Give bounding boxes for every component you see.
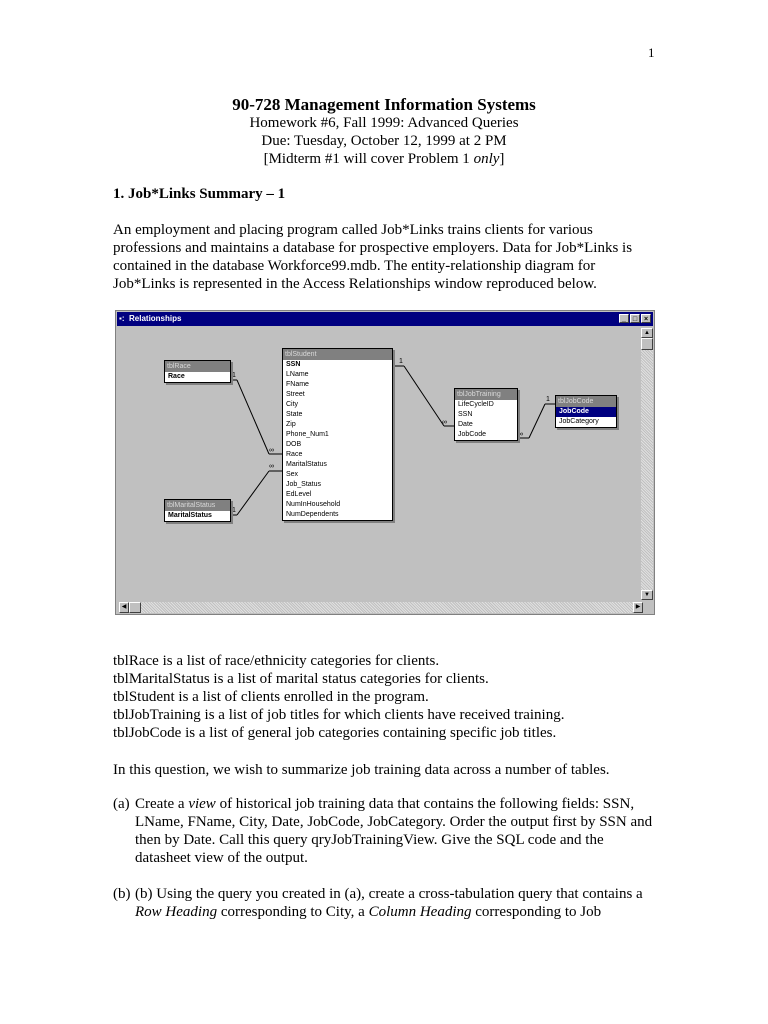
scroll-right-button[interactable]: ▶ [633, 602, 643, 613]
field-edlevel[interactable]: EdLevel [286, 491, 312, 498]
card-one-ssn: 1 [399, 358, 403, 365]
scroll-thumb-vertical[interactable] [641, 338, 653, 350]
question-intro: In this question, we wish to summarize job training data across a number of tables. [113, 762, 610, 778]
card-one-jobcode: 1 [546, 396, 550, 403]
field-dob[interactable]: DOB [286, 441, 302, 448]
rel-line-ssn [404, 366, 444, 426]
scroll-up-button[interactable]: ▲ [641, 328, 653, 338]
field-phone[interactable]: Phone_Num1 [286, 431, 329, 438]
rel-line-jobcode [529, 404, 545, 438]
description-line: tblRace is a list of race/ethnicity categories for clients. [113, 653, 440, 669]
midterm-note: [Midterm #1 will cover Problem 1 only] [263, 151, 505, 167]
table-tblmaritalstatus[interactable] [164, 499, 231, 522]
window-titlebar[interactable] [117, 312, 653, 326]
minimize-button[interactable]: _ [619, 314, 629, 323]
table-title[interactable]: tblJobCode [556, 396, 616, 407]
field-state[interactable]: State [286, 411, 303, 418]
table-tblstudent[interactable] [282, 348, 393, 521]
field-ssn[interactable]: SSN [286, 361, 301, 368]
card-many-marital: ∞ [269, 463, 274, 470]
horizontal-scrollbar[interactable] [119, 602, 643, 613]
maximize-button[interactable]: □ [630, 314, 640, 323]
window-title: Relationships [129, 314, 182, 323]
table-title[interactable]: tblStudent [283, 349, 392, 360]
field-maritalstatus[interactable]: MaritalStatus [286, 461, 327, 468]
field-fname[interactable]: FName [286, 381, 309, 388]
item-text: Create a view of historical job training data that contains the following fields: SSN, LName, FName, City, Date, JobCode, JobCategory. Order the output first by SSN and then by Date. Call this query qryJobTrainingView. Give the SQL code and the datasheet view of the output. [135, 796, 653, 866]
field-race[interactable]: Race [168, 373, 185, 380]
intro-paragraph: An employment and placing program called Job*Links trains clients for various professions and maintains a database for prospective employers. Data for Job*Links is contained in the database Workforce99.mdb. The entity-relationship diagram for Job*Links is represented in the Access Relationships window reproduced below. [113, 222, 633, 292]
field-date[interactable]: Date [458, 421, 473, 428]
field-jobcategory[interactable]: JobCategory [559, 418, 599, 425]
field-jobcode[interactable]: JobCode [458, 431, 487, 438]
table-tbljobcode[interactable] [555, 395, 617, 428]
card-one-race: 1 [232, 372, 236, 379]
field-sex[interactable]: Sex [286, 471, 299, 478]
card-many-race: ∞ [269, 447, 274, 454]
document-title: 90-728 Management Information Systems [232, 95, 536, 114]
item-a [113, 795, 663, 867]
item-text: (b) Using the query you created in (a), create a cross-tabulation query that contains a Row Heading corresponding to City, a Column Heading corresponding to Job [135, 886, 643, 920]
vertical-scrollbar[interactable] [641, 328, 653, 600]
scroll-down-button[interactable]: ▼ [641, 590, 653, 600]
field-numdependents[interactable]: NumDependents [286, 511, 339, 518]
field-jobcode[interactable]: JobCode [556, 407, 616, 417]
description-line: tblMaritalStatus is a list of marital status categories for clients. [113, 671, 489, 687]
table-title[interactable]: tblRace [165, 361, 230, 372]
close-button[interactable]: × [641, 314, 651, 323]
table-tblrace[interactable] [164, 360, 231, 383]
card-one-marital: 1 [232, 507, 236, 514]
description-line: tblStudent is a list of clients enrolled in the program. [113, 689, 429, 705]
table-title[interactable]: tblMaritalStatus [165, 500, 230, 511]
item-b [113, 885, 663, 921]
table-title[interactable]: tblJobTraining [455, 389, 517, 400]
table-tbljobtraining[interactable] [454, 388, 518, 441]
scroll-thumb-horizontal[interactable] [129, 602, 141, 613]
field-maritalstatus[interactable]: MaritalStatus [168, 512, 212, 519]
card-many-jobcode: ∞ [518, 431, 523, 438]
relationships-canvas [119, 328, 639, 598]
field-job-status[interactable]: Job_Status [286, 481, 322, 488]
description-line: tblJobTraining is a list of job titles for which clients have received training. [113, 707, 565, 723]
field-ssn[interactable]: SSN [458, 411, 473, 418]
field-city[interactable]: City [286, 401, 299, 408]
field-numinhousehold[interactable]: NumInHousehold [286, 501, 341, 508]
field-lname[interactable]: LName [286, 371, 309, 378]
item-label: (b) [113, 886, 131, 902]
field-race[interactable]: Race [286, 451, 303, 458]
rel-line-marital [237, 471, 269, 515]
rel-line-race [237, 380, 269, 454]
field-lifecycleid[interactable]: LifeCycleID [458, 401, 494, 408]
table-descriptions [113, 652, 661, 742]
item-label: (a) [113, 796, 130, 812]
section-heading: 1. Job*Links Summary – 1 [113, 186, 286, 202]
card-many-ssn: ∞ [442, 419, 447, 426]
homework-subtitle: Homework #6, Fall 1999: Advanced Queries [249, 115, 519, 131]
due-date: Due: Tuesday, October 12, 1999 at 2 PM [261, 133, 507, 149]
page-number: 1 [648, 45, 655, 60]
relationships-window [115, 310, 655, 615]
field-street[interactable]: Street [286, 391, 305, 398]
field-zip[interactable]: Zip [286, 421, 296, 428]
scroll-left-button[interactable]: ◀ [119, 602, 129, 613]
description-line: tblJobCode is a list of general job categories containing specific job titles. [113, 725, 557, 741]
system-menu-icon[interactable]: ▪: [119, 314, 125, 323]
